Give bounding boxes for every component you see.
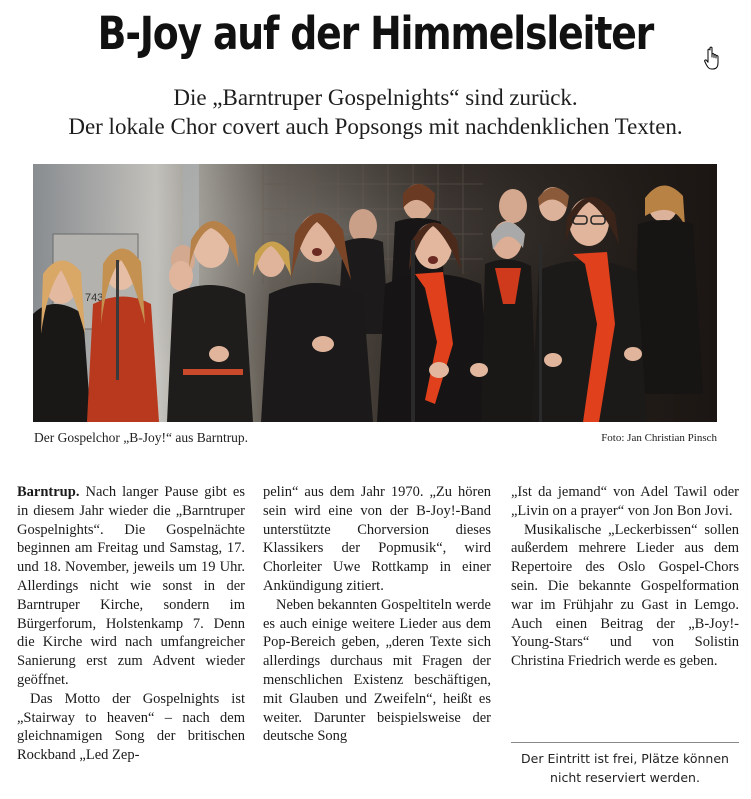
paragraph: Das Motto der Gospelnights ist „Stairway to heaven“ – nach dem gleichnamigen Song der britischen Rockband „Led Zep- <box>17 690 245 764</box>
paragraph <box>17 483 245 690</box>
choir-photo <box>33 164 717 422</box>
article-column-3 <box>511 483 739 671</box>
hand-pointer-icon <box>704 46 722 72</box>
info-box-text: Der Eintritt ist frei, Plätze können nicht reserviert werden. <box>521 751 729 785</box>
headline: B-Joy auf der Himmelsleiter <box>97 7 654 60</box>
paragraph: Musikalische „Leckerbissen“ sollen außerdem mehrere Lieder aus dem Repertoire des Oslo Gospel-Chors sein. Die bekannte Gospelformation war im Frühjahr zu Gast in Lemgo. Auch einen Beitrag der „B-Joy!-Young-Stars“ und von Solistin Christina Friedrich werde es geben. <box>511 521 739 670</box>
article-column-1 <box>17 483 245 765</box>
subhead-line-1: Die „Barntruper Gospelnights“ sind zurück. <box>173 85 578 110</box>
paragraph-text: Nach langer Pause gibt es in diesem Jahr wieder die „Barntruper Gospelnights“. Die Gospelnächte beginnen am Freitag und Samstag, 17. und 18. November, jeweils um 19 Uhr. Allerdings nicht wie sonst in der Barntruper Kirche, sondern im Bürgerforum, Holstenkamp 7. Denn die Kirche wird nach umfangreicher Sanierung erst zum Advent wieder geöffnet. <box>17 484 245 688</box>
paragraph: pelin“ aus dem Jahr 1970. „Zu hören sein wird eine von der B-Joy!-Band unterstützte Chorversion dieses Klassikers der Popmusik“, wird Chorleiter Uwe Rottkamp in einer Ankündigung zitiert. <box>263 484 491 594</box>
photo-credit: Foto: Jan Christian Pinsch <box>601 432 717 444</box>
paragraph: Neben bekannten Gospeltiteln werde es auch einige weitere Lieder aus dem Pop-Bereich geben, „deren Texte sich allerdings durchaus mit Fragen der menschlichen Existenz beschäftigen, mit Glauben und Zweifeln“, heißt es weiter. Darunter beispielsweise der deutsche Song <box>263 596 491 745</box>
paragraph: „Ist da jemand“ von Adel Tawil oder „Livin on a prayer“ von Jon Bon Jovi. <box>511 484 739 519</box>
dateline: Barntrup. <box>17 484 80 500</box>
photo-caption-row <box>33 428 717 448</box>
article-column-2 <box>263 483 491 746</box>
info-box <box>511 742 739 795</box>
subhead-line-2: Der lokale Chor covert auch Popsongs mit nachdenklichen Texten. <box>68 114 683 139</box>
photo-caption: Der Gospelchor „B-Joy!“ aus Barntrup. <box>34 430 249 445</box>
subheadline <box>0 83 751 141</box>
